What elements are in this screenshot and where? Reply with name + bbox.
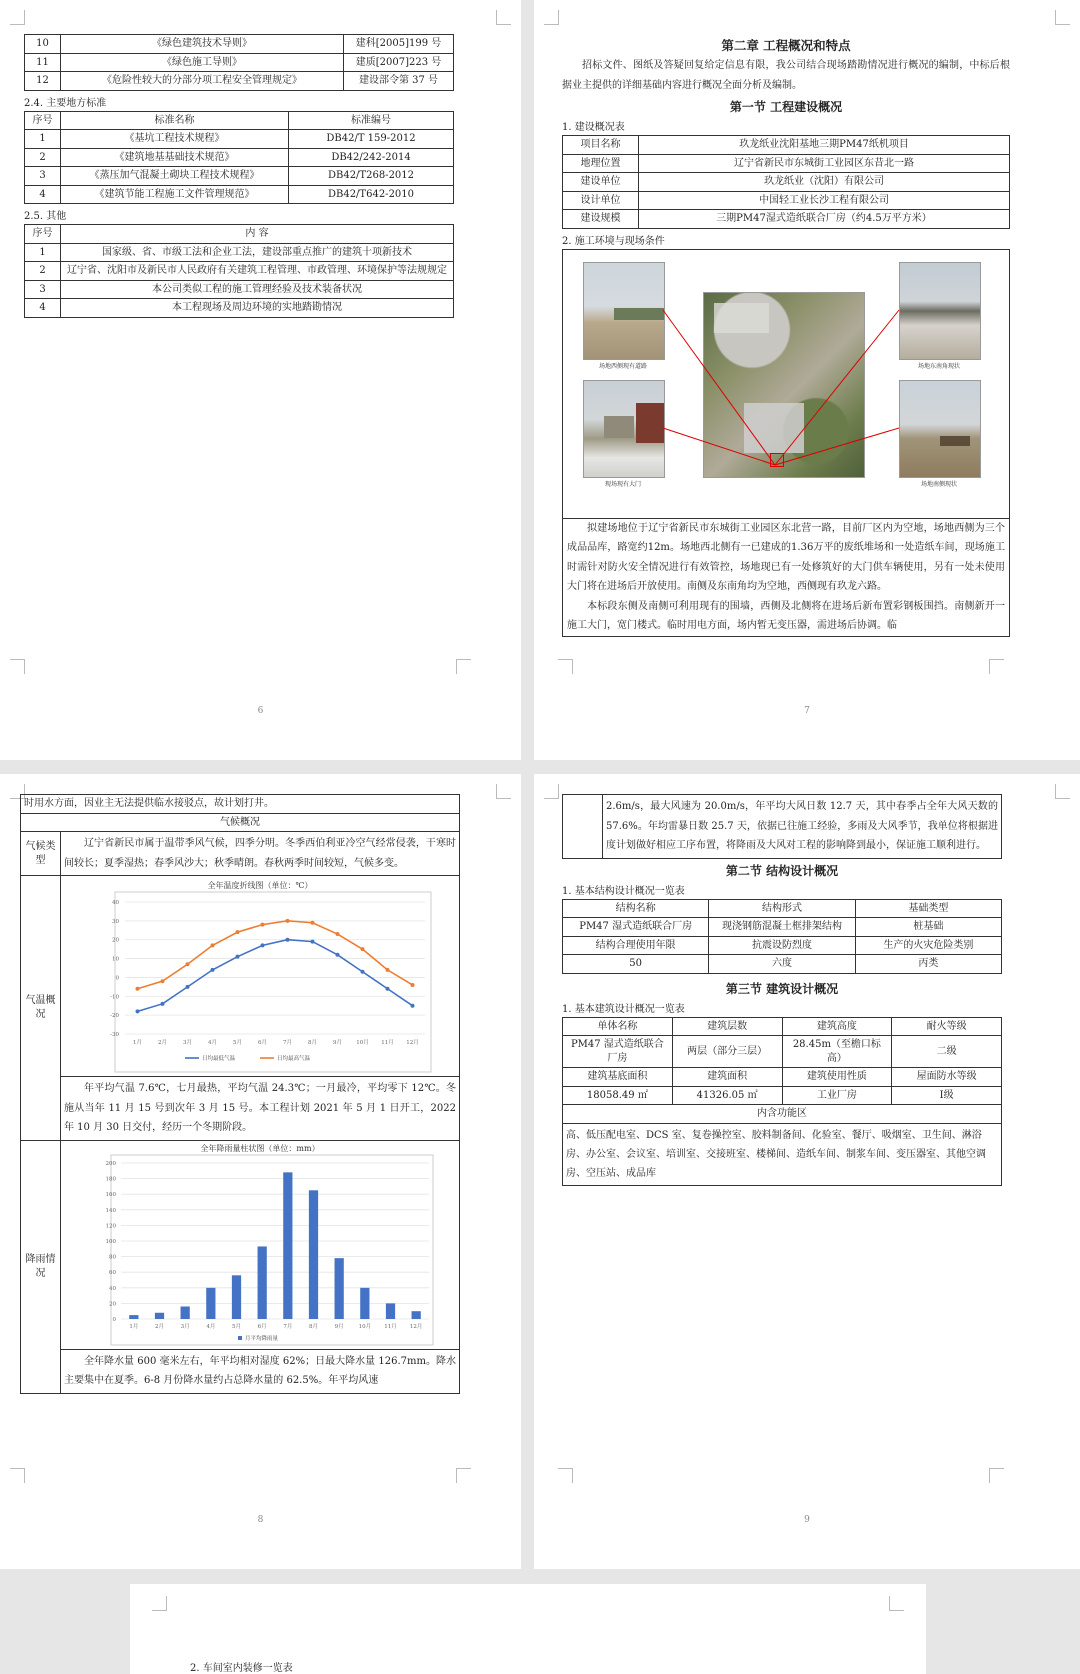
chart-title: 全年降雨量柱状图（单位：mm）: [200, 1143, 320, 1153]
callout-lines: [563, 250, 1009, 518]
data-point: [386, 968, 390, 972]
temperature-line-chart: [75, 876, 445, 1076]
cell-value: 28.45m（至檐口标高）: [782, 1036, 892, 1068]
y-tick-label: 140: [105, 1207, 116, 1214]
page-number: 6: [257, 706, 264, 716]
rainfall-label: 降雨情况: [21, 1140, 61, 1393]
standard-code: DB42/242-2014: [289, 148, 454, 167]
page-number: 9: [804, 1515, 810, 1525]
column-header: 建筑高度: [782, 1017, 892, 1036]
y-tick-label: 40: [109, 1285, 116, 1292]
page-corner-mark: [989, 1468, 1004, 1483]
table-label: 2. 车间室内装修一览表: [190, 1663, 293, 1674]
row-number: 2: [25, 148, 61, 167]
reference-table: [24, 34, 454, 91]
standard-name: 《蒸压加气混凝土砌块工程技术规程》: [61, 167, 289, 186]
photo-caption: 现场现有大门: [604, 480, 641, 488]
page-corner-mark: [152, 1596, 167, 1611]
x-tick-label: 4月: [208, 1040, 217, 1046]
standard-name: 《基坑工程技术规程》: [61, 130, 289, 149]
column-header: 标准名称: [61, 111, 289, 130]
cell-value: 50: [563, 955, 709, 974]
page-corner-mark: [558, 1468, 573, 1483]
table-row: [563, 936, 1002, 955]
x-tick-label: 12月: [409, 1323, 423, 1330]
standard-name: 《建筑地基基础技术规范》: [61, 148, 289, 167]
column-header: 建筑层数: [672, 1017, 782, 1036]
bar: [129, 1315, 138, 1319]
standard-name: 《绿色建筑技术导则》: [61, 35, 344, 54]
table-row: [25, 72, 454, 91]
wind-text: 2.6m/s，最大风速为 20.0m/s，年平均大风日数 12.7 天，其中春季占全年大风天数的 57.6%。年均雷暴日数 25.7 天，依据已往施工经验，多雨及大风季节，我单位将根据进度计划做好相应工序布置，将降雨及大风对工程的影响降到最小，保证施工顺利进行。: [606, 801, 998, 851]
y-tick-label: -10: [110, 994, 119, 1001]
x-tick-label: 8月: [308, 1040, 317, 1046]
legend-label: 日均最高气温: [277, 1056, 311, 1062]
data-point: [336, 953, 340, 957]
table-row: [25, 167, 454, 186]
page-corner-mark: [989, 659, 1004, 674]
x-tick-label: 7月: [283, 1040, 292, 1046]
cell-value: 丙类: [855, 955, 1001, 974]
page-corner-mark: [544, 10, 559, 25]
y-tick-label: 60: [109, 1269, 116, 1276]
rainfall-bar-chart: [75, 1141, 445, 1349]
standard-name: 《绿色施工导则》: [61, 53, 344, 72]
field-label: 项目名称: [563, 136, 639, 155]
table-row: [25, 225, 454, 244]
table-row: [25, 130, 454, 149]
column-header: 结构形式: [709, 899, 855, 918]
function-area-header: 内含功能区: [563, 1105, 1002, 1124]
x-tick-label: 1月: [133, 1040, 142, 1046]
document-page-10: [130, 1584, 926, 1674]
document-page-6: [0, 0, 521, 760]
y-tick-label: 100: [105, 1238, 116, 1245]
table-row: [25, 299, 454, 318]
field-label: 建设规模: [563, 210, 639, 229]
standard-code: 建设部令第 37 号: [344, 72, 454, 91]
table-row: [563, 955, 1002, 974]
y-tick-label: 0: [112, 1316, 116, 1323]
page-corner-mark: [496, 784, 511, 799]
table-row: [563, 1017, 1002, 1036]
bar: [155, 1312, 164, 1318]
site-description: 本标段东侧及南侧可利用现有的围墙，西侧及北侧将在进场后新布置彩钢板围挡。南侧新开一施工大门，宽门楼式。临时用电方面，场内暂无变压器，需进场后协调。临: [567, 600, 1005, 631]
row-number: 4: [25, 185, 61, 204]
y-tick-label: -20: [110, 1013, 119, 1020]
page-number: 8: [257, 1515, 264, 1525]
document-page-8: [0, 774, 521, 1569]
cell-value: 桩基础: [855, 918, 1001, 937]
bar: [181, 1306, 190, 1318]
site-description: 拟建场地位于辽宁省新民市东城街工业园区东北营一路，目前厂区内为空地，场地西侧为三个成品品库，路宽约12m。场地西北侧有一已建成的1.36万平的废纸堆场和一处造纸车间，现场施工时需针对防火安全情况进行有效管控，场地现已有一处修筑好的大门供车辆使用，另有一处未使用大门将在进场后开放使用。南侧及东南角均为空地，西侧现有玖龙六路。: [567, 522, 1005, 592]
y-tick-label: 30: [112, 918, 119, 925]
page-corner-mark: [544, 784, 559, 799]
column-header: 耐火等级: [892, 1017, 1002, 1036]
column-header: 建筑面积: [672, 1068, 782, 1087]
cell-value: 工业厂房: [782, 1086, 892, 1105]
standard-name: 《建筑节能工程施工文件管理规范》: [61, 185, 289, 204]
y-tick-label: 20: [109, 1300, 116, 1307]
page-number: 7: [804, 706, 810, 716]
cell-value: Ⅰ级: [892, 1086, 1002, 1105]
page-corner-mark: [456, 659, 471, 674]
field-label: 地理位置: [563, 154, 639, 173]
bar: [335, 1258, 344, 1319]
data-point: [261, 943, 265, 947]
row-number: 1: [25, 130, 61, 149]
table-row: [563, 899, 1002, 918]
climate-type-label: 气候类型: [21, 832, 61, 876]
photo-caption: 场地西侧现有道路: [598, 362, 647, 370]
bar: [232, 1275, 241, 1319]
data-point: [186, 962, 190, 966]
column-header: 标准编号: [289, 111, 454, 130]
column-header: 建筑使用性质: [782, 1068, 892, 1087]
table-row: [25, 148, 454, 167]
x-tick-label: 8月: [309, 1323, 318, 1330]
basis-content: 国家级、省、市级工法和企业工法，建设部重点推广的建筑十项新技术: [61, 243, 454, 262]
row-number: 11: [25, 53, 61, 72]
field-value: 玖龙纸业沈阳基地三期PM47纸机项目: [639, 136, 1010, 155]
column-header: 序号: [25, 111, 61, 130]
column-header: 序号: [25, 225, 61, 244]
row-number: 10: [25, 35, 61, 54]
data-point: [411, 983, 415, 987]
standard-name: 《危险性较大的分部分项工程安全管理规定》: [61, 72, 344, 91]
column-header: 单体名称: [563, 1017, 673, 1036]
column-header: 结构名称: [563, 899, 709, 918]
table-row: [563, 1068, 1002, 1087]
basis-content: 辽宁省、沈阳市及新民市人民政府有关建筑工程管理、市政管理、环境保护等法规规定: [61, 262, 454, 281]
legend-label: 日均最低气温: [202, 1056, 236, 1062]
table-row: [25, 111, 454, 130]
field-value: 三期PM47湿式造纸联合厂房（约4.5万平方米）: [639, 210, 1010, 229]
legend-swatch: [238, 1336, 242, 1340]
structure-design-table: [562, 899, 1002, 974]
cell-value: 六度: [709, 955, 855, 974]
project-overview-table: [562, 135, 1010, 229]
data-point: [211, 968, 215, 972]
climate-table: [20, 794, 460, 1394]
y-tick-label: 40: [112, 900, 119, 906]
standard-code: DB42/T268-2012: [289, 167, 454, 186]
data-point: [311, 940, 315, 944]
photo-caption: 场地南侧现状: [920, 480, 957, 488]
y-tick-label: -30: [110, 1032, 119, 1038]
local-standards-table: [24, 111, 454, 205]
section-title: 第二节 结构设计概况: [725, 863, 839, 878]
table-label: 2. 施工环境与现场条件: [562, 235, 665, 247]
x-tick-label: 12月: [406, 1040, 419, 1046]
field-label: 设计单位: [563, 191, 639, 210]
row-number: 3: [25, 167, 61, 186]
rainfall-text: 全年降水量 600 毫米左右，年平均相对湿度 62%；日最大降水量 126.7mm。降水主要集中在夏季。6-8 月份降水量约占总降水量的 62.5%。年平均风速: [64, 1355, 456, 1386]
y-tick-label: 0: [115, 975, 119, 982]
column-header: 内 容: [61, 225, 454, 244]
document-page-9: [534, 774, 1080, 1569]
section-title: 第三节 建筑设计概况: [725, 981, 839, 996]
data-point: [236, 955, 240, 959]
field-value: 中国轻工业长沙工程有限公司: [639, 191, 1010, 210]
y-tick-label: 120: [105, 1222, 116, 1229]
standard-code: DB42/T 159-2012: [289, 130, 454, 149]
legend-label: 月平均降雨量: [245, 1335, 279, 1342]
table-row: [563, 136, 1010, 155]
y-tick-label: 80: [109, 1254, 116, 1261]
data-point: [286, 938, 290, 942]
table-row: [563, 1036, 1002, 1068]
chapter-title: 第二章 工程概况和特点: [721, 38, 851, 53]
standard-code: DB42/T642-2010: [289, 185, 454, 204]
data-point: [336, 932, 340, 936]
basis-content: 本工程现场及周边环境的实地踏勘情况: [61, 299, 454, 318]
x-tick-label: 3月: [180, 1323, 190, 1330]
bar: [258, 1246, 267, 1319]
row-number: 12: [25, 72, 61, 91]
x-tick-label: 5月: [233, 1040, 242, 1046]
table-row: [563, 191, 1010, 210]
column-header: 建筑基底面积: [563, 1068, 673, 1087]
document-page-7: [534, 0, 1080, 760]
field-label: 建设单位: [563, 173, 639, 192]
data-point: [311, 921, 315, 925]
table-row: [563, 173, 1010, 192]
x-tick-label: 1月: [129, 1323, 139, 1330]
page-corner-mark: [496, 10, 511, 25]
chapter-intro: 招标文件、图纸及答疑回复给定信息有限，我公司结合现场踏勘情况进行概况的编制，中标后根据业主提供的详细基础内容进行概况全面分析及编制。: [562, 60, 1010, 91]
row-number: 1: [25, 243, 61, 262]
table-row: [563, 918, 1002, 937]
cell-value: 41326.05 ㎡: [672, 1086, 782, 1105]
x-tick-label: 10月: [356, 1040, 369, 1046]
cell-value: 18058.49 ㎡: [563, 1086, 673, 1105]
cell-value: 两层（部分三层）: [672, 1036, 782, 1068]
page-corner-mark: [1055, 784, 1070, 799]
x-tick-label: 10月: [358, 1323, 372, 1330]
page-corner-mark: [889, 1596, 904, 1611]
x-tick-label: 7月: [283, 1323, 293, 1330]
page-corner-mark: [10, 10, 25, 25]
data-point: [136, 987, 140, 991]
row-number: 3: [25, 280, 61, 299]
standard-code: 建质[2007]223 号: [344, 53, 454, 72]
row-number: 2: [25, 262, 61, 281]
table-row: [25, 243, 454, 262]
y-tick-label: 200: [105, 1160, 116, 1167]
bar: [386, 1303, 395, 1319]
x-tick-label: 11月: [384, 1323, 397, 1330]
x-tick-label: 11月: [381, 1040, 394, 1046]
table-row: [563, 154, 1010, 173]
x-tick-label: 3月: [183, 1040, 192, 1046]
page-corner-mark: [10, 659, 25, 674]
site-photos-panel: [563, 250, 1009, 519]
data-point: [186, 985, 190, 989]
section-title: 2.4. 主要地方标准: [24, 97, 107, 109]
temperature-label: 气温概况: [21, 876, 61, 1141]
x-tick-label: 2月: [158, 1040, 167, 1046]
function-area-list: 高、低压配电室、DCS 室、复卷操控室、胶料制备间、化验室、餐厅、吸烟室、卫生间、淋浴房、办公室、会议室、培训室、交接班室、楼梯间、造纸车间、制浆车间、变压器室、其他空调房、空压站、成品库: [563, 1123, 1002, 1185]
data-point: [236, 930, 240, 934]
section-title: 2.5. 其他: [24, 211, 67, 222]
bar: [412, 1311, 421, 1319]
column-header: 屋面防水等级: [892, 1068, 1002, 1087]
climate-continued-table: [562, 794, 1002, 859]
photo-caption: 场地东南角现状: [917, 362, 960, 370]
architecture-design-table: [562, 1017, 1002, 1186]
x-tick-label: 6月: [257, 1323, 267, 1330]
table-row: [25, 35, 454, 54]
cell-value: 现浇钢筋混凝土框排架结构: [709, 918, 855, 937]
column-header: 基础类型: [855, 899, 1001, 918]
row-number: 4: [25, 299, 61, 318]
data-point: [161, 1002, 165, 1006]
x-tick-label: 5月: [232, 1323, 241, 1330]
chart-title: 全年温度折线图（单位：℃）: [207, 881, 313, 890]
data-point: [136, 1009, 140, 1013]
cell-value: PM47 湿式造纸联合厂房: [563, 1036, 673, 1068]
y-tick-label: 180: [105, 1176, 116, 1183]
data-point: [211, 943, 215, 947]
table-label: 1. 建设概况表: [562, 122, 625, 133]
table-row: [563, 210, 1010, 229]
table-row: [563, 1086, 1002, 1105]
table-label: 1. 基本建筑设计概况一览表: [562, 1003, 685, 1015]
page-corner-mark: [456, 1468, 471, 1483]
data-point: [261, 923, 265, 927]
page-corner-mark: [1055, 10, 1070, 25]
cell-value: PM47 湿式造纸联合厂房: [563, 918, 709, 937]
other-basis-table: [24, 224, 454, 318]
bar: [309, 1190, 318, 1319]
table-row: [25, 280, 454, 299]
climate-type-text: 辽宁省新民市属于温带季风气候，四季分明。冬季西伯利亚冷空气经常侵袭，干寒时间较长；夏季湿热；春季风沙大；秋季晴朗。春秋两季时间较短，气候多变。: [64, 838, 456, 869]
bar: [206, 1287, 215, 1318]
table-row: [25, 53, 454, 72]
y-tick-label: 160: [105, 1191, 116, 1198]
x-tick-label: 9月: [334, 1323, 344, 1330]
table-row: [25, 262, 454, 281]
column-header: 生产的火灾危险类别: [855, 936, 1001, 955]
column-header: 抗震设防烈度: [709, 936, 855, 955]
table-row: [25, 185, 454, 204]
x-tick-label: 9月: [333, 1040, 342, 1046]
y-tick-label: 20: [112, 937, 119, 944]
data-point: [411, 1004, 415, 1008]
page-corner-mark: [10, 1468, 25, 1483]
data-point: [361, 970, 365, 974]
y-tick-label: 10: [112, 956, 119, 963]
climate-header: 气候概况: [21, 813, 460, 832]
column-header: 结构合理使用年限: [563, 936, 709, 955]
field-value: 辽宁省新民市东城街工业园区东昔北一路: [639, 154, 1010, 173]
x-tick-label: 2月: [155, 1323, 164, 1330]
cell-value: 二级: [892, 1036, 1002, 1068]
page-corner-mark: [558, 659, 573, 674]
x-tick-label: 4月: [206, 1323, 216, 1330]
data-point: [361, 947, 365, 951]
data-point: [286, 919, 290, 923]
section-title: 第一节 工程建设概况: [729, 100, 843, 114]
standard-code: 建科[2005]199 号: [344, 35, 454, 54]
table-label: 1. 基本结构设计概况一览表: [562, 885, 685, 897]
bar: [283, 1172, 292, 1319]
temperature-text: 年平均气温 7.6℃，七月最热，平均气温 24.3℃；一月最冷，平均零下 12℃。冬施从当年 11 月 15 号到次年 3 月 15 号。本工程计划 2021 年 5 月 1 日开工，2022 年 10 月 30 日交付，经历一个冬期阶段。: [64, 1083, 456, 1133]
data-point: [161, 979, 165, 983]
basis-content: 本公司类似工程的施工管理经验及技术装备状况: [61, 280, 454, 299]
continued-text: 时用水方面，因业主无法提供临水接驳点，故计划打井。: [21, 795, 460, 814]
bar: [360, 1287, 369, 1318]
field-value: 玖龙纸业（沈阳）有限公司: [639, 173, 1010, 192]
data-point: [386, 987, 390, 991]
x-tick-label: 6月: [258, 1040, 267, 1046]
